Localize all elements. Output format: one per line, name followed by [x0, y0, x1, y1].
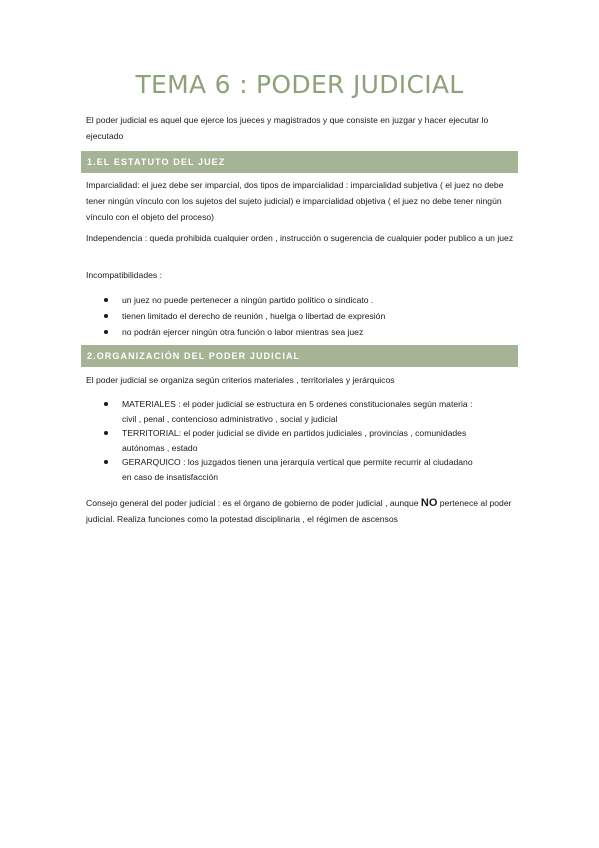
list-item: TERRITORIAL: el poder judicial se divide en partidos judiciales , provincias , comunidades autónomas , estado [104, 426, 484, 455]
list-item: tienen limitado el derecho de reunión , huelga o libertad de expresión [104, 308, 385, 324]
incompatibilidades-list [104, 292, 385, 340]
independencia-paragraph: Independencia : queda prohibida cualquier orden , instrucción o sugerencia de cualquier poder publico a un juez [86, 233, 514, 243]
list-item: no podrán ejercer ningún otra función o labor mientras sea juez [104, 324, 385, 340]
consejo-paragraph: Consejo general del poder judicial : es el órgano de gobierno de poder judicial , aunque NO pertenece al poder judicial. Realiza funciones como la potestad disciplinaria , el régimen de ascensos [86, 497, 512, 524]
bullet-icon [104, 431, 108, 435]
list-item: un juez no puede pertenecer a ningún partido político o sindicato . [104, 292, 385, 308]
bullet-icon [104, 460, 108, 464]
section-heading-estatuto: 1.EL ESTATUTO DEL JUEZ [81, 151, 518, 173]
section-heading-organizacion: 2.ORGANIZACIÓN DEL PODER JUDICIAL [81, 345, 518, 367]
list-item: GERARQUICO : los juzgados tienen una jerarquía vertical que permite recurrir al ciudadano en caso de insatisfacción [104, 455, 484, 484]
list-item: MATERIALES : el poder judicial se estructura en 5 ordenes constitucionales según materia : civil , penal , contencioso administrativo , social y judicial [104, 397, 484, 426]
criterios-list [104, 397, 484, 484]
bullet-icon [104, 402, 108, 406]
page-title: TEMA 6 : PODER JUDICIAL [135, 70, 464, 99]
bullet-icon [104, 298, 108, 302]
intro-paragraph: El poder judicial es aquel que ejerce los jueces y magistrados y que consiste en juzgar y hacer ejecutar lo ejecutado [86, 115, 489, 141]
imparcialidad-paragraph: Imparcialidad: el juez debe ser imparcial, dos tipos de imparcialidad : imparcialidad subjetiva ( el juez no debe tener ningún vínculo con los sujetos del sujeto judicial) e imparcialidad objetiva ( el juez no debe tener ningún vínculo con el objeto del proceso) [86, 180, 504, 222]
bullet-icon [104, 314, 108, 318]
organizacion-intro: El poder judicial se organiza según criterios materiales , territoriales y jerárquicos [86, 375, 395, 385]
bullet-icon [104, 330, 108, 334]
incompatibilidades-label: Incompatibilidades : [86, 270, 162, 280]
